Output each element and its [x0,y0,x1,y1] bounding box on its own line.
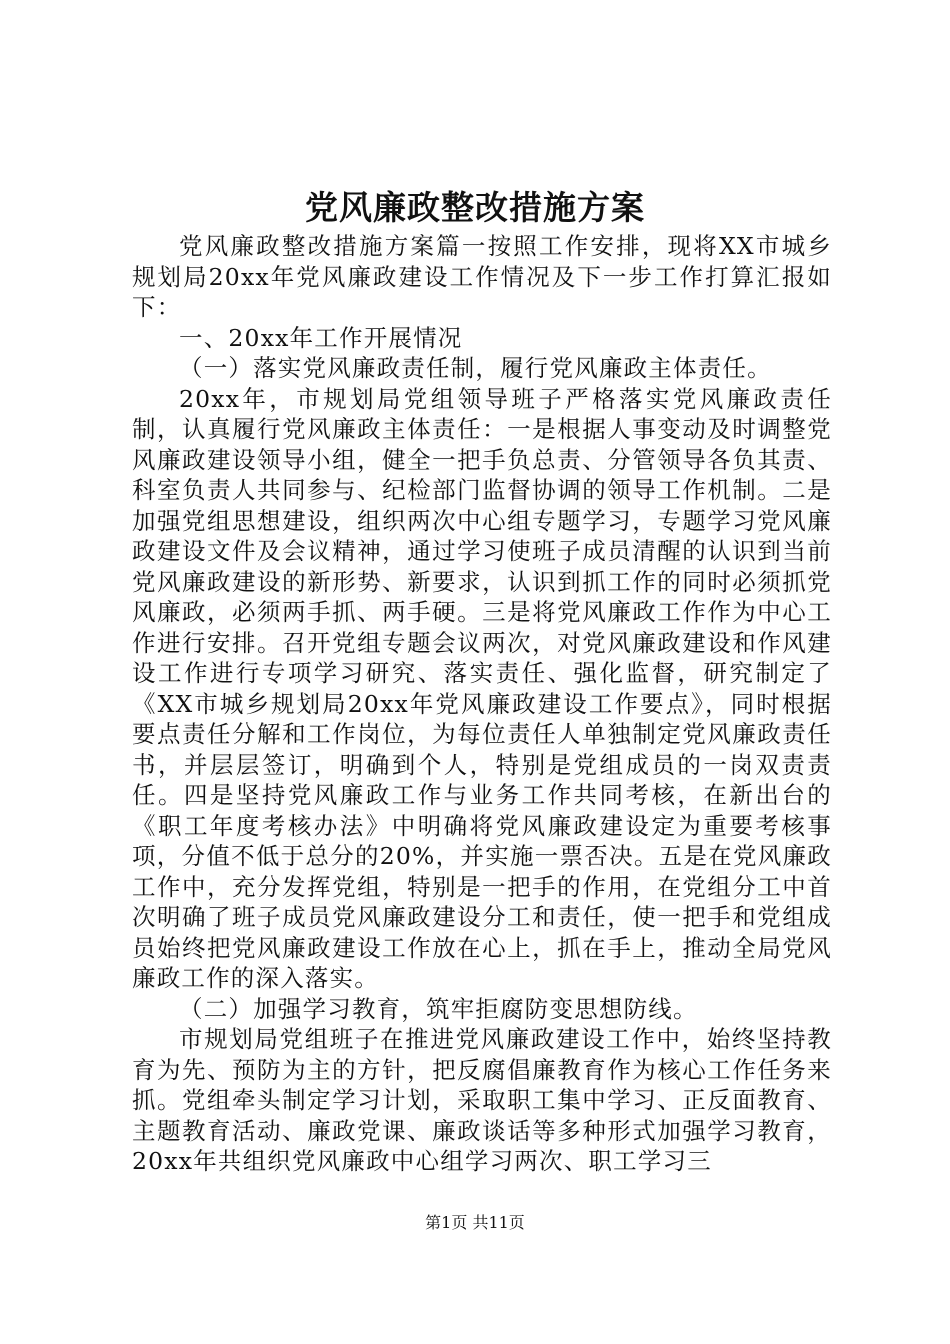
page-number-footer: 第1页 共11页 [425,1213,525,1232]
section-heading-1: 一、20xx年工作开展情况 [179,323,463,352]
subsection-heading-2: （二）加强学习教育，筑牢拒腐防变思想防线。 [179,994,698,1023]
paragraph-education: 市规划局党组班子在推进党风廉政建设工作中，始终坚持教育为先、预防为主的方针，把反腐倡廉教育作为核心工作任务来抓。党组牵头制定学习计划，采取职工集中学习、正反面教育、主题教育活动、廉政党课、廉政谈话等多种形式加强学习教育，20xx年共组织党风廉政中心组学习两次、职工学习三 [132,1025,832,1175]
document-body [132,231,832,1177]
document-title: 党风廉政整改措施方案 [305,188,645,227]
subsection-heading-1: （一）落实党风廉政责任制，履行党风廉政主体责任。 [179,354,772,382]
paragraph-intro: 党风廉政整改措施方案篇一按照工作安排，现将XX市城乡规划局20xx年党风廉政建设工作情况及下一步工作打算汇报如下： [132,232,832,321]
paragraph-responsibility: 20xx年，市规划局党组领导班子严格落实党风廉政责任制，认真履行党风廉政主体责任：一是根据人事变动及时调整党风廉政建设领导小组，健全一把手负总责、分管领导各负其责、科室负责人共同参与、纪检部门监督协调的领导工作机制。二是加强党组思想建设，组织两次中心组专题学习，专题学习党风廉政建设文件及会议精神，通过学习使班子成员清醒的认识到当前党风廉政建设的新形势、新要求，认识到抓工作的同时必须抓党风廉政，必须两手抓、两手硬。三是将党风廉政工作作为中心工作进行安排。召开党组专题会议两次，对党风廉政建设和作风建设工作进行专项学习研究、落实责任、强化监督，研究制定了《XX市城乡规划局20xx年党风廉政建设工作要点》，同时根据要点责任分解和工作岗位，为每位责任人单独制定党风廉政责任书，并层层签订，明确到个人，特别是党组成员的一岗双责责任。四是坚持党风廉政工作与业务工作共同考核，在新出台的《职工年度考核办法》中明确将党风廉政建设定为重要考核事项，分值不低于总分的20%，并实施一票否决。五是在党风廉政工作中，充分发挥党组，特别是一把手的作用，在党组分工中首次明确了班子成员党风廉政建设分工和责任，使一把手和党组成员始终把党风廉政建设工作放在心上，抓在手上，推动全局党风廉政工作的深入落实。 [132,384,832,992]
